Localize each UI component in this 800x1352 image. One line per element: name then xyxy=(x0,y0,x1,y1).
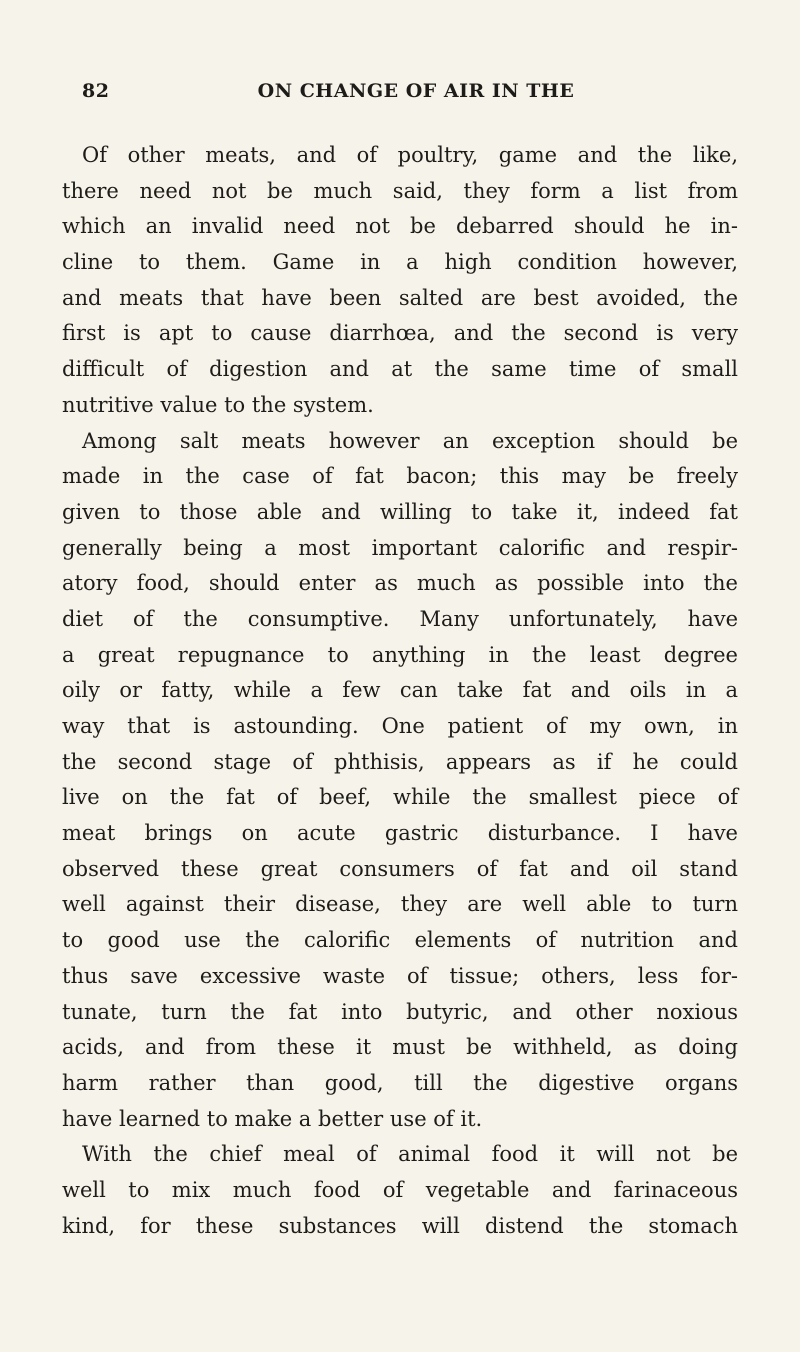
text-line: to good use the calorific elements of nutrition and xyxy=(62,928,738,953)
text-line: nutritive value to the system. xyxy=(62,392,374,417)
text-line: thus save excessive waste of tissue; others, less for- xyxy=(62,963,738,988)
page-header xyxy=(82,80,750,110)
text-line: first is apt to cause diarrhœa, and the second is very xyxy=(62,321,738,346)
text-line: oily or fatty, while a few can take fat and oils in a xyxy=(62,678,738,703)
text-line: made in the case of fat bacon; this may be freely xyxy=(62,464,738,489)
text-line: With the chief meal of animal food it will not be xyxy=(82,1142,738,1167)
text-line: atory food, should enter as much as possible into the xyxy=(62,571,738,596)
text-line: which an invalid need not be debarred should he in- xyxy=(62,214,738,239)
body-text xyxy=(62,138,738,1244)
page-number: 82 xyxy=(82,80,110,102)
text-line: diet of the consumptive. Many unfortunately, have xyxy=(62,606,738,631)
text-line: Among salt meats however an exception should be xyxy=(82,428,738,453)
text-line: acids, and from these it must be withheld, as doing xyxy=(62,1035,738,1060)
text-line: generally being a most important calorific and respir- xyxy=(62,535,738,560)
text-line: tunate, turn the fat into butyric, and other noxious xyxy=(62,999,738,1024)
text-line: there need not be much said, they form a list from xyxy=(62,178,738,203)
text-line: live on the fat of beef, while the smallest piece of xyxy=(62,785,738,810)
text-line: and meats that have been salted are best avoided, the xyxy=(62,285,738,310)
text-line: meat brings on acute gastric disturbance. I have xyxy=(62,821,738,846)
text-line: given to those able and willing to take it, indeed fat xyxy=(62,499,738,524)
text-line: difficult of digestion and at the same time of small xyxy=(62,357,738,382)
text-line: cline to them. Game in a high condition however, xyxy=(62,250,738,275)
text-line: a great repugnance to anything in the least degree xyxy=(62,642,738,667)
text-line: way that is astounding. One patient of my own, in xyxy=(62,714,738,738)
text-line: observed these great consumers of fat and oil stand xyxy=(62,856,738,881)
text-line: have learned to make a better use of it. xyxy=(62,1106,483,1131)
text-line: harm rather than good, till the digestive organs xyxy=(62,1070,738,1095)
text-line: kind, for these substances will distend the stomach xyxy=(62,1213,738,1238)
running-title: ON CHANGE OF AIR IN THE xyxy=(257,80,575,102)
text-line: the second stage of phthisis, appears as if he could xyxy=(62,749,738,774)
text-line: Of other meats, and of poultry, game and the like, xyxy=(82,143,738,167)
text-line: well against their disease, they are well able to turn xyxy=(62,892,738,917)
text-line: well to mix much food of vegetable and farinaceous xyxy=(62,1177,738,1202)
